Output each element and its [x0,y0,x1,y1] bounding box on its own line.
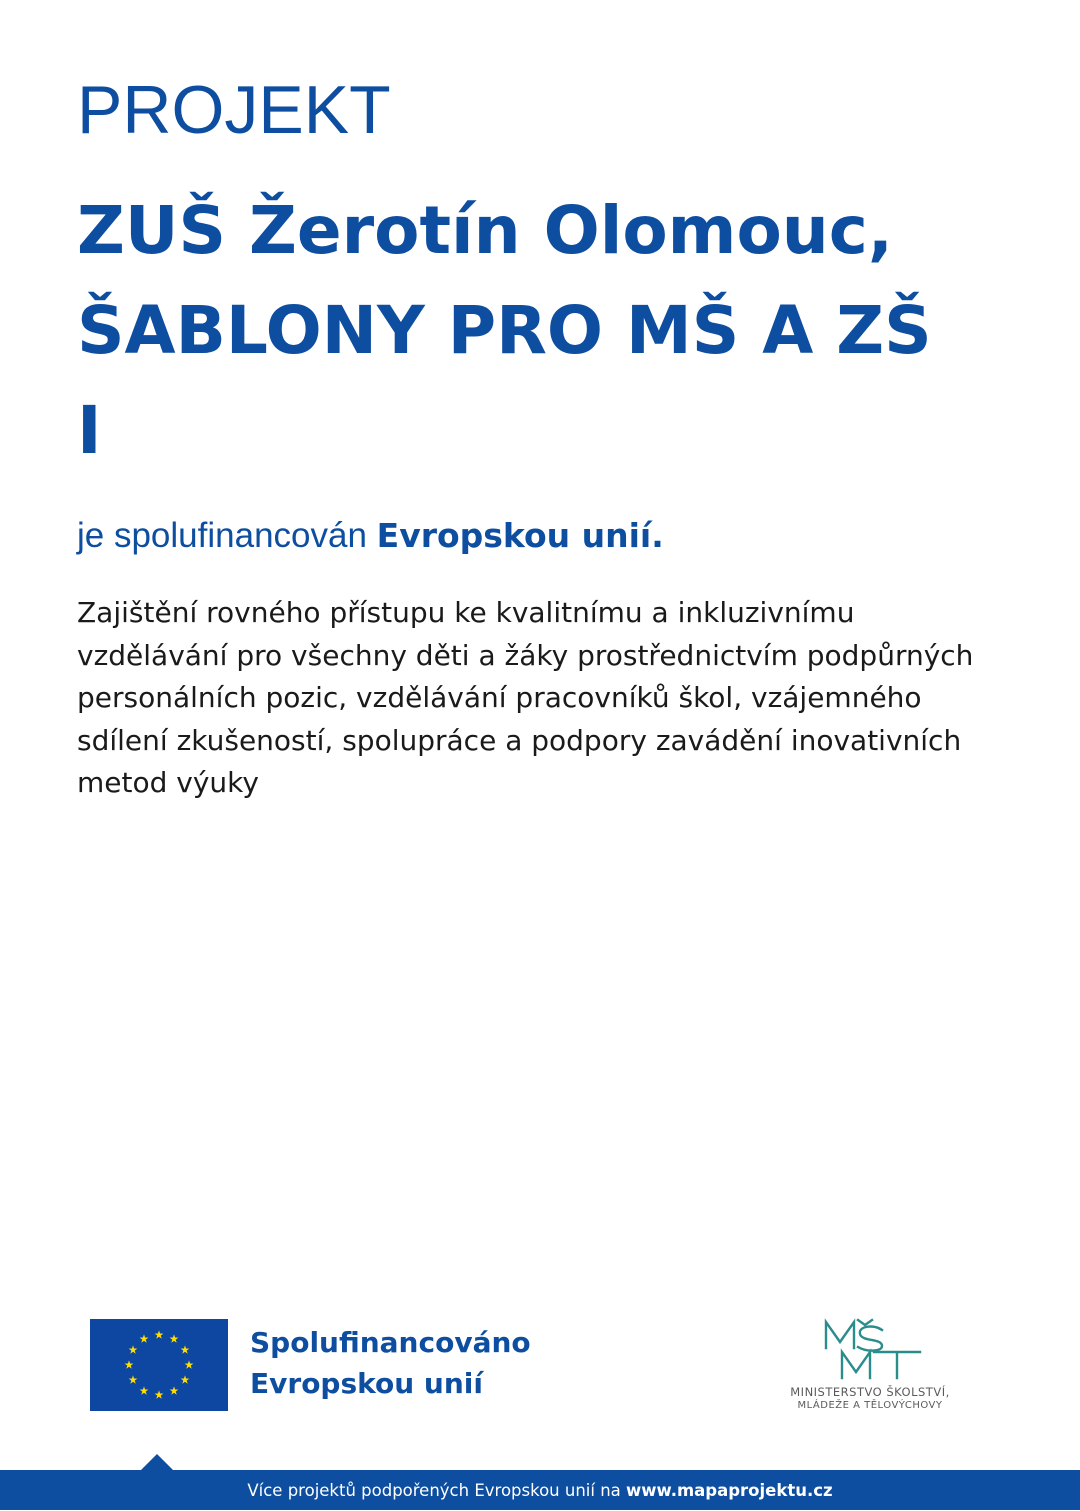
eu-star-icon [185,1360,194,1368]
msmt-logo-icon [770,1316,975,1386]
msmt-logo [770,1316,975,1416]
eu-logo-line: Evropskou unií [250,1367,483,1400]
eu-logo-line: Spolufinancováno [250,1326,531,1359]
footer-notch [140,1454,174,1471]
msmt-name-line: MINISTERSTVO ŠKOLSTVÍ, [790,1385,950,1399]
cofinanced-statement [77,512,664,560]
project-description [77,592,1037,805]
eu-star-icon [129,1375,138,1383]
project-title [77,181,1037,481]
eu-flag-icon [90,1319,228,1411]
project-label: PROJEKT [77,72,391,148]
msmt-name [770,1386,970,1412]
footer-prefix: Více projektů podpořených Evropskou unií na [247,1481,627,1500]
project-title-line: ŠABLONY PRO MŠ A ZŠ [77,292,932,369]
project-title-line: I [77,392,102,469]
msmt-name-line: MLÁDEŽE A TĚLOVÝCHOVY [797,1400,943,1411]
eu-star-icon [155,1330,164,1338]
eu-star-icon [155,1390,164,1398]
footer-text [0,1471,1080,1511]
footer-link[interactable]: www.mapaprojektu.cz [626,1481,833,1500]
eu-star-icon [140,1334,149,1342]
description-line: Zajištění rovného přístupu ke kvalitnímu a inkluzivnímu [77,596,855,629]
description-line: personálních pozic, vzdělávání pracovníků škol, vzájemného [77,681,922,714]
eu-star-icon [140,1386,149,1394]
description-line: sdílení zkušeností, spolupráce a podpory zavádění inovativních [77,723,962,757]
eu-star-icon [181,1375,190,1383]
project-title-line: ZUŠ Žerotín Olomouc, [77,192,893,269]
description-line: vzdělávání pro všechny děti a žáky prostřednictvím podpůrných [77,638,974,672]
eu-star-icon [181,1345,190,1353]
description-line: metod výuky [77,766,259,799]
eu-star-icon [170,1386,179,1394]
eu-cofinanced-logo-text [250,1322,531,1404]
eu-star-icon [129,1345,138,1353]
cofinanced-prefix: je spolufinancován [77,516,377,555]
eu-star-icon [170,1334,179,1342]
cofinanced-emphasis: Evropskou unií. [376,516,664,555]
eu-star-icon [125,1360,134,1368]
